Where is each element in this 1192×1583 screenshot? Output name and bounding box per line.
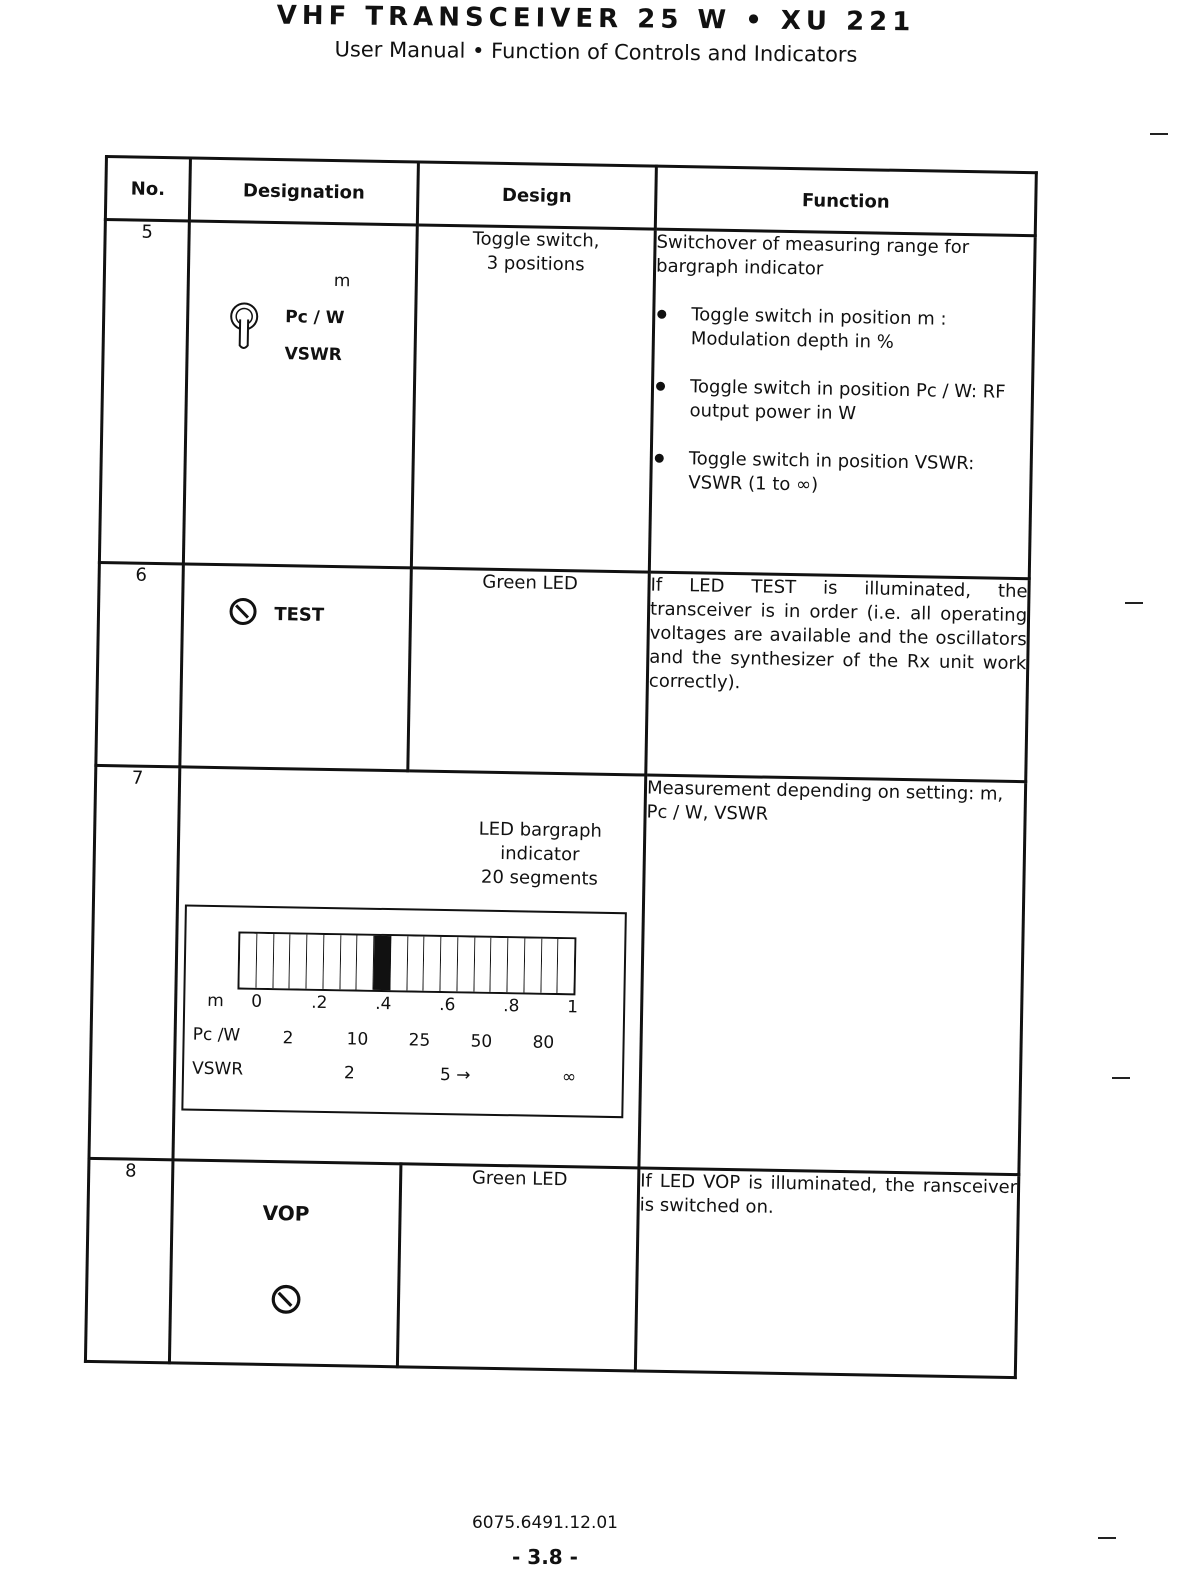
bargraph-segment [239, 933, 257, 987]
scale-tick: 50 [470, 1031, 493, 1052]
page-subtitle: User Manual • Function of Controls and Indicators [334, 37, 858, 67]
bargraph-segment [491, 938, 509, 992]
designation-cell [180, 564, 412, 771]
design-line: 20 segments [480, 866, 599, 890]
toggle-switch-icon [227, 301, 262, 357]
bargraph-segment [440, 937, 458, 991]
bargraph-cell [173, 767, 646, 1168]
switch-label-m: m [333, 271, 351, 292]
table-row [89, 765, 1026, 1174]
page-title: VHF TRANSCEIVER 25 W • XU 221 [276, 0, 916, 38]
scale-tick: 10 [346, 1029, 369, 1050]
scale-label-m: m [207, 990, 224, 1012]
function-intro: Switchover of measuring range for bargraph indicator [655, 231, 970, 280]
bargraph-segment [507, 938, 525, 992]
design-line: LED bargraph [478, 818, 603, 842]
controls-table [84, 155, 1038, 1379]
column-header-designation: Designation [189, 158, 418, 225]
design-line: indicator [500, 843, 580, 866]
bargraph-segment [290, 934, 308, 988]
scale-tick: 0 [251, 991, 263, 1012]
bargraph-segment [558, 939, 575, 993]
function-bullet: Toggle switch in position VSWR: VSWR (1 to ∞) [652, 447, 1030, 502]
bargraph-segment [541, 939, 559, 993]
function-bullet: Toggle switch in position Pc / W: RF output power in W [653, 375, 1031, 430]
scale-tick: .6 [439, 994, 456, 1016]
design-cell [439, 817, 640, 892]
design-cell: Green LED [397, 1164, 639, 1371]
bargraph-segment [306, 935, 324, 989]
controls-table-wrapper [84, 155, 1035, 1379]
function-bullet: Toggle switch in position m : Modulation depth in % [655, 303, 1033, 358]
document-code: 6075.6491.12.01 [471, 1513, 618, 1533]
function-cell: If LED VOP is illuminated, the ransceiver is switched on. [635, 1168, 1018, 1378]
designation-cell [183, 221, 417, 568]
switch-label-vswr: VSWR [284, 344, 342, 366]
column-header-function: Function [655, 166, 1036, 236]
bargraph-segment [474, 938, 492, 992]
scan-mark [1098, 1537, 1116, 1539]
bargraph-segment [340, 935, 358, 989]
scale-label-vswr: VSWR [191, 1058, 244, 1080]
led-icon [228, 596, 259, 632]
column-header-no: No. [105, 157, 190, 221]
bargraph-segment [273, 934, 291, 988]
bargraph-segment [390, 936, 408, 990]
scale-tick: .2 [311, 992, 328, 1014]
design-line: 3 positions [486, 252, 585, 276]
bargraph-segment [457, 937, 475, 991]
scale-tick: .8 [503, 996, 520, 1017]
row-number: 7 [89, 765, 180, 1159]
bargraph-segment [407, 936, 425, 990]
led-icon [270, 1283, 303, 1321]
scale-tick: .4 [375, 993, 392, 1015]
led-label-vop: VOP [262, 1200, 310, 1226]
row-number: 6 [96, 562, 184, 766]
page-number: - 3.8 - [512, 1545, 578, 1569]
led-bargraph [237, 931, 576, 995]
designation-cell [169, 1160, 401, 1367]
scale-tick: 80 [532, 1032, 555, 1053]
scale-tick: 2 [282, 1028, 294, 1049]
bargraph-segment [256, 934, 274, 988]
bargraph-panel [181, 905, 627, 1119]
function-bullet-list [652, 303, 1032, 502]
scan-mark [1112, 1077, 1130, 1079]
design-line: Toggle switch, [472, 228, 600, 252]
switch-label-pcw: Pc / W [285, 307, 345, 329]
table-row [99, 220, 1035, 579]
scan-mark [1125, 602, 1143, 604]
row-number: 8 [85, 1158, 173, 1362]
column-header-design: Design [417, 162, 656, 229]
bargraph-segment-lit [373, 936, 391, 990]
table-row [85, 1158, 1018, 1377]
scan-mark [1150, 133, 1168, 135]
function-cell: If LED TEST is illuminated, the transceiver is in order (i.e. all operating voltages are available and the oscillators and the synthesizer of the Rx unit work correctly). [646, 572, 1029, 782]
row-number: 5 [99, 220, 189, 564]
bargraph-segment [424, 937, 442, 991]
scale-tick: 2 [343, 1063, 356, 1084]
bargraph-segment [524, 938, 542, 992]
scale-tick: ∞ [561, 1067, 577, 1088]
scale-label-pcw: Pc /W [192, 1024, 241, 1046]
scale-tick: 1 [567, 997, 579, 1018]
function-cell [649, 229, 1035, 579]
function-cell: Measurement depending on setting: m, Pc / W, VSWR [639, 775, 1026, 1175]
table-row [96, 562, 1029, 781]
design-cell [411, 225, 655, 572]
bargraph-segment [323, 935, 341, 989]
scale-tick: 25 [408, 1030, 431, 1051]
scale-tick: 5 → [439, 1064, 471, 1086]
design-cell: Green LED [408, 568, 650, 775]
led-label-test: TEST [274, 604, 325, 626]
bargraph-segment [357, 936, 375, 990]
